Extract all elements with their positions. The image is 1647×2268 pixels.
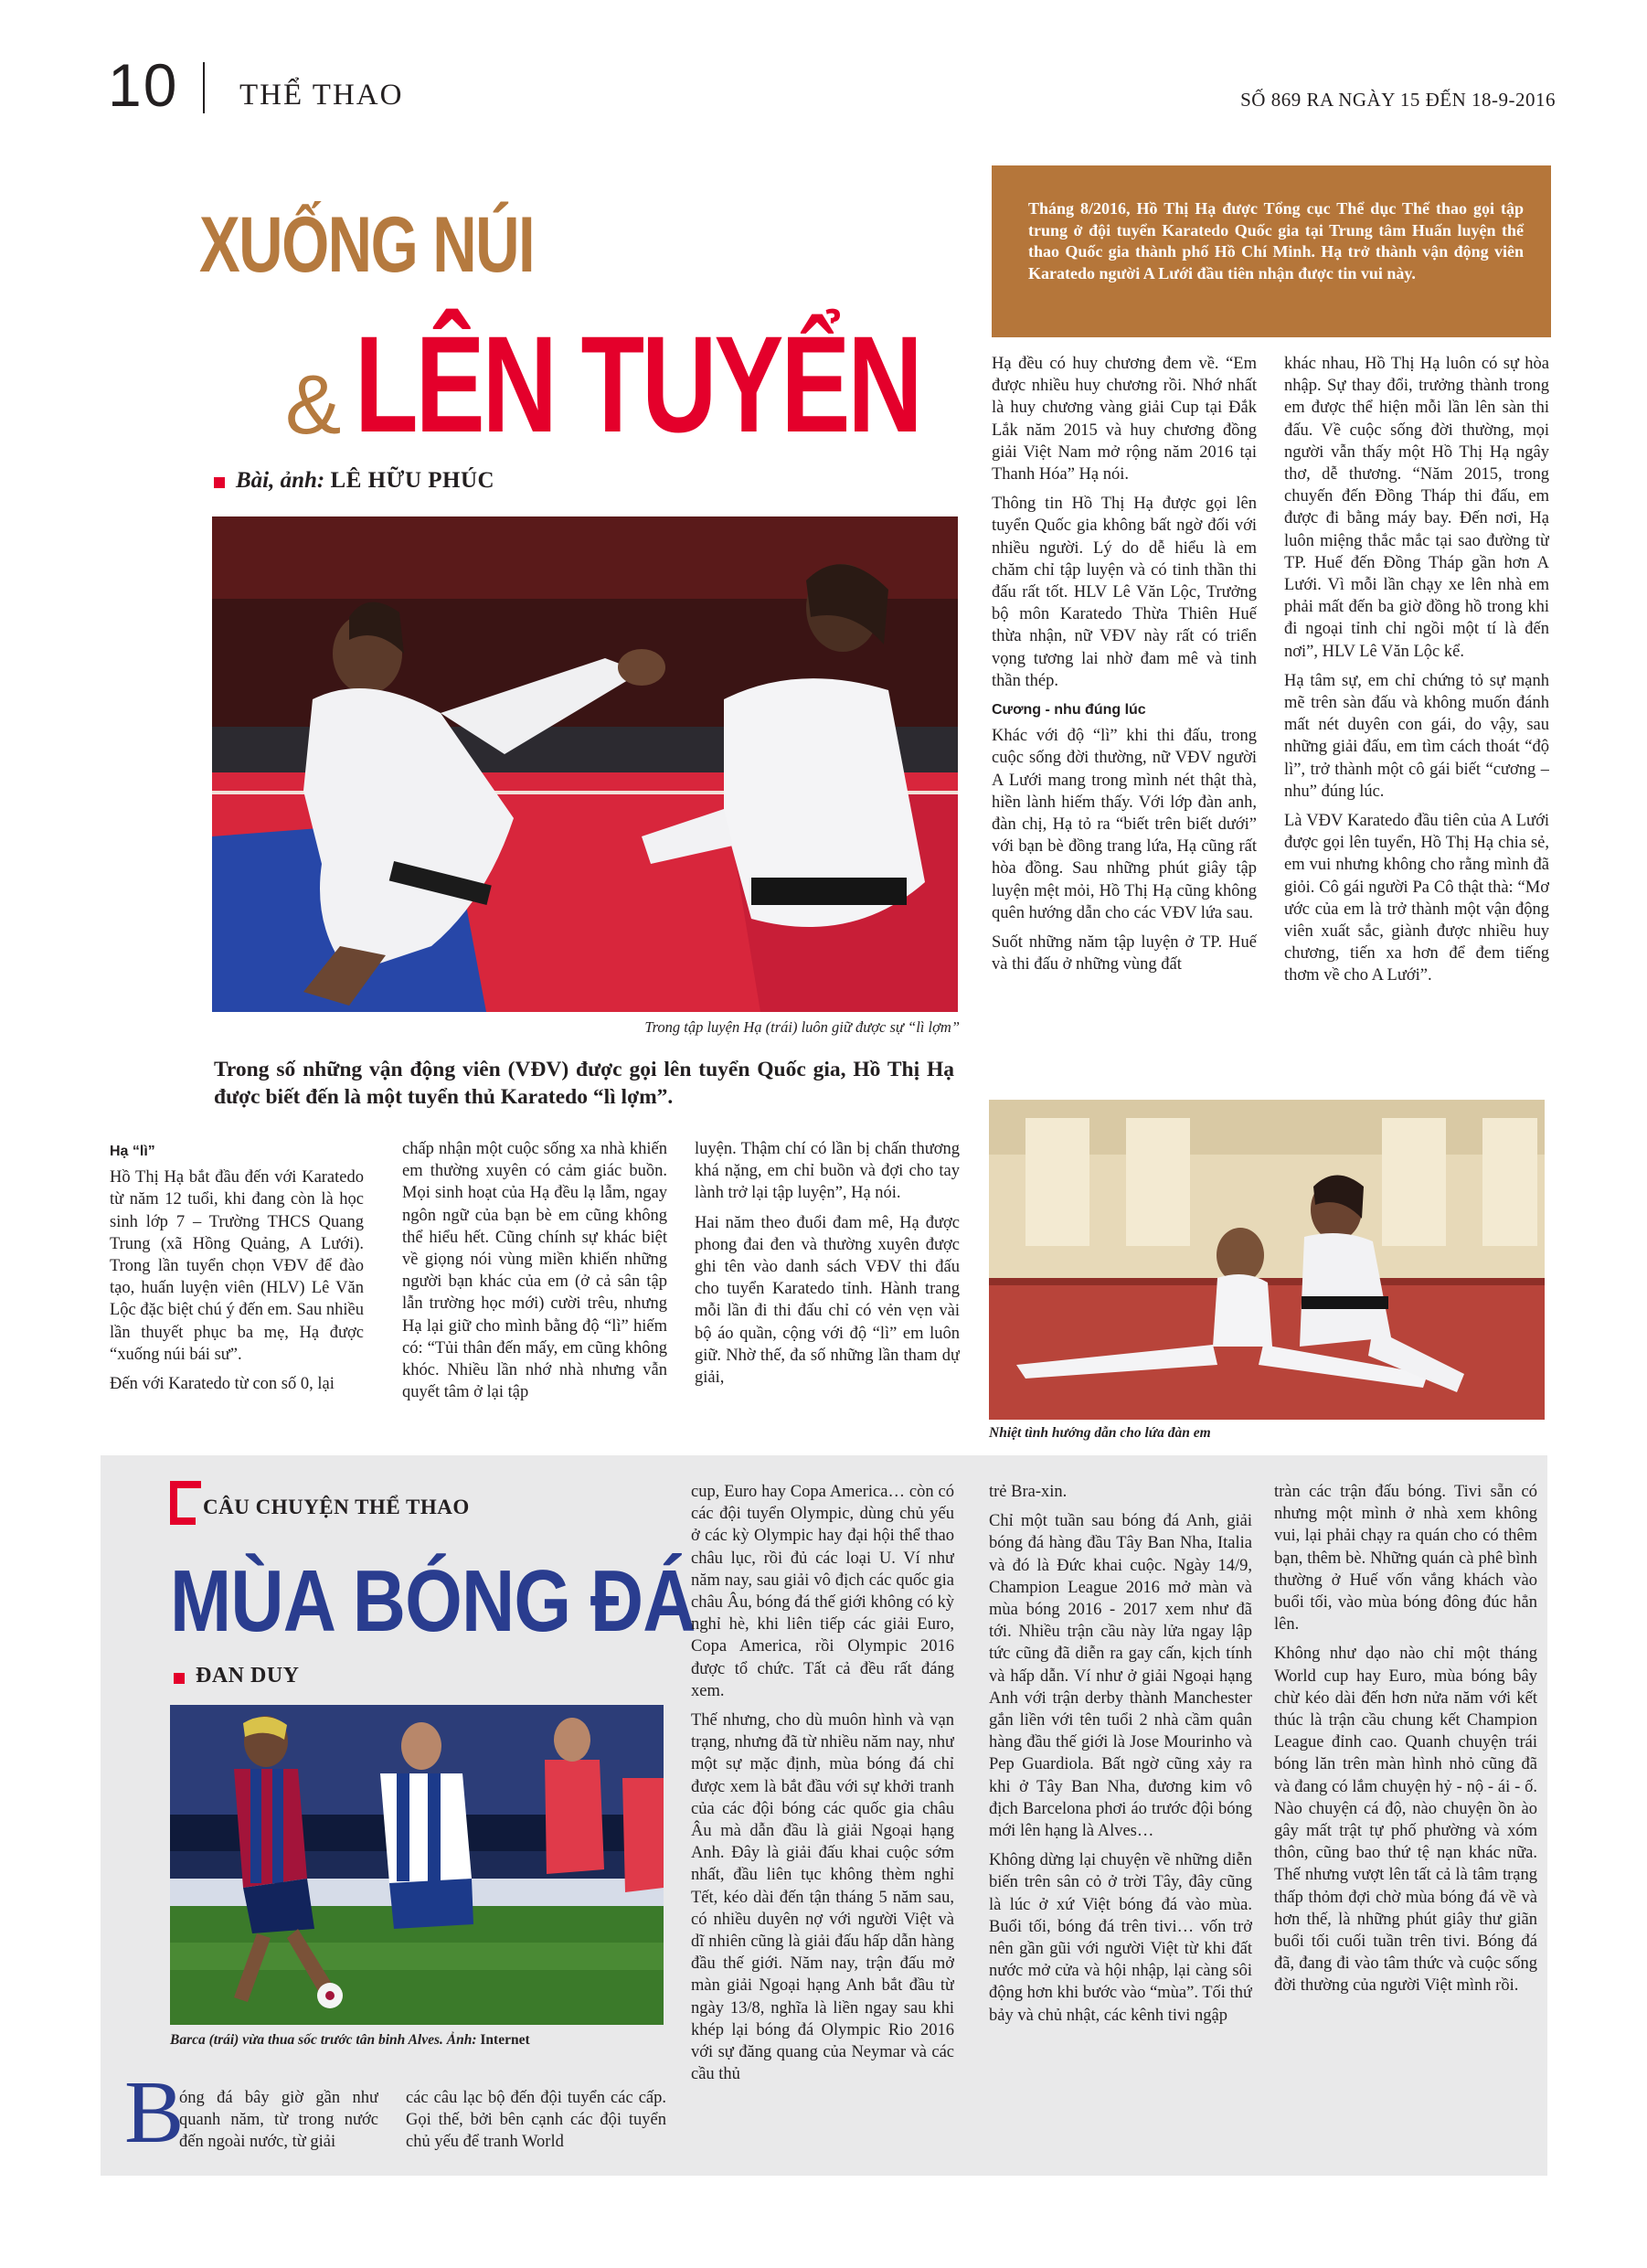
byline-bullet — [214, 477, 225, 488]
article1-title-line1: XUỐNG NÚI — [199, 201, 535, 289]
article2-kicker: CÂU CHUYỆN THỂ THAO — [203, 1496, 470, 1518]
photo1-caption: Trong tập luyện Hạ (trái) luôn giữ được sự “lì lợm” — [644, 1018, 960, 1036]
article2-col-a: óng đá bây giờ gần như quanh năm, từ trong nước đến ngoài nước, từ giải — [179, 2089, 378, 2152]
article1-title-line2: LÊN TUYỂN — [355, 307, 920, 461]
paragraph: cup, Euro hay Copa America… còn có các đội tuyển Olympic, dùng chủ yếu ở các kỳ Olympic hay đại hội thể thao châu lục, rồi đủ các loại U. Ví như năm nay, sau giải vô địch các quốc gia châu Âu, bóng đá thế giới không có kỳ nghỉ hè, khi liên tiếp các giải Euro, Copa America, rồi Olympic 2016 được tổ chức. Tất cả đều rất đáng xem. — [691, 1483, 954, 1700]
photo3-caption — [170, 2031, 682, 2050]
karate-photo-illustration — [212, 516, 958, 1012]
karate-photo — [212, 516, 958, 1012]
article1-lead: Trong số những vận động viên (VĐV) được gọi lên tuyển Quốc gia, Hồ Thị Hạ được biết đến là một tuyển thủ Karatedo “lì lợm”. — [214, 1058, 954, 1109]
article1-col-d — [992, 353, 1257, 1084]
paragraph: tràn các trận đấu bóng. Tivi sẵn có nhưng một mình ở nhà xem không vui, lại phải chạy ra quán cho có thêm bạn, thêm bè. Những quán cà phê bình thường ở Huế vốn vắng khách vào buổi tối, vào mùa bóng đông đúc hẳn lên. — [1274, 1483, 1537, 1634]
article2-byline: ĐAN DUY — [196, 1664, 300, 1688]
coaching-photo — [989, 1100, 1545, 1420]
photo3-credit: Internet — [480, 2032, 530, 2048]
paragraph: Khác với độ “lì” khi thi đấu, trong cuộc sống đời thường, nữ VĐV người A Lưới mang trong mình nét thật thà, hiền lành hiếm thấy. Với lớp đàn anh, đàn chị, Hạ tỏ ra “biết trên biết dưới” với bạn bè đồng trang lứa, Hạ cũng rất hòa đồng. Sau những phút giây tập luyện mệt mỏi, Hồ Thị Hạ cũng không quên hướng dẫn cho các VĐV lứa sau. — [992, 727, 1257, 922]
subhead-ha-li: Hạ “lì” — [110, 1144, 155, 1159]
issue-info: SỐ 869 RA NGÀY 15 ĐẾN 18-9-2016 — [1240, 89, 1556, 111]
photo2-caption: Nhiệt tình hướng dẫn cho lứa đàn em — [989, 1425, 1211, 1441]
dropcap: B — [124, 2063, 185, 2162]
article2-col-b: các câu lạc bộ đến đội tuyển các cấp. Gọi thế, bởi bên cạnh các đội tuyển chủ yếu để tranh World — [406, 2089, 666, 2152]
paragraph: luyện. Thậm chí có lần bị chấn thương khá nặng, em chỉ buồn và đợi cho tay lành trở lại tập luyện”, Hạ nói. — [695, 1140, 960, 1203]
article2-col-e — [1274, 1481, 1537, 2176]
paragraph: Chỉ một tuần sau bóng đá Anh, giải bóng đá hàng đầu Tây Ban Nha, Italia và đó là Đức khai cuộc. Ngày 14/9, Champion League 2016 mở màn và mùa bóng 2016 - 2017 xem như đã tới. Nhiều trận cầu này lửa ngay lập tức cũng đã diễn ra gay cấn, kịch tính và hấp dẫn. Ví như ở giải Ngoại hạng Anh với trận derby thành Manchester gắn liền với tên tuổi 2 nhà cầm quân hàng đầu thế giới là Jose Mourinho và Pep Guardiola. Bất ngờ cũng xảy ra khi ở Tây Ban Nha, đương kim vô địch Barcelona phơi áo trước đội bóng mới lên hạng là Alves… — [989, 1512, 1252, 1841]
page-number: 10 — [108, 51, 179, 119]
football-photo — [170, 1705, 664, 2025]
paragraph: trẻ Bra-xin. — [989, 1483, 1068, 1501]
paragraph: Hạ tâm sự, em chỉ chứng tỏ sự mạnh mẽ trên sàn đấu và không muốn đánh mất nét duyên con gái, do vậy, sau những giải đấu, em tìm cách thoát “độ lì”, trở thành một cô gái biết “cương – nhu” đúng lúc. — [1284, 671, 1549, 801]
intro-box — [992, 165, 1551, 337]
paragraph: Là VĐV Karatedo đầu tiên của A Lưới được gọi lên tuyển, Hồ Thị Hạ chia sẻ, em vui nhưng không cho rằng mình đã giỏi. Cô gái người Pa Cô thật thà: “Mơ ước của em là trở thành một vận động viên xuất sắc, giành được nhiều huy chương, tiến xa hơn để đem tiếng thơm về cho A Lưới”. — [1284, 812, 1549, 985]
article1-col-a — [110, 1141, 364, 1438]
article2-col-c — [691, 1481, 954, 2176]
paragraph: Hai năm theo đuổi đam mê, Hạ được phong đai đen và thường xuyên được ghi tên vào danh sách VĐV thi đấu cho tuyển Karatedo tỉnh. Hành trang mỗi lần đi thi đấu chỉ có vẻn vẹn vài bộ áo quần, cộng với độ “lì” em luôn giữ. Nhờ thế, đa số những lần tham dự giải, — [695, 1213, 960, 1388]
intro-text: Tháng 8/2016, Hồ Thị Hạ được Tổng cục Thể dục Thể thao gọi tập trung ở đội tuyển Karatedo Quốc gia tại Trung tâm Huấn luyện thể thao Quốc gia thành phố Hồ Chí Minh. Hạ trở thành vận động viên Karatedo người A Lưới đầu tiên nhận được tin vui này. — [1028, 199, 1524, 282]
byline-label: Bài, ảnh: — [236, 468, 325, 493]
paragraph: chấp nhận một cuộc sống xa nhà khiến em thường xuyên có cảm giác buồn. Mọi sinh hoạt của Hạ đều lạ lẫm, ngay ngôn ngữ của bạn bè em cũng không thể hiểu hết. Cũng chính sự khác biệt về giọng nói vùng miền khiến những người bạn khác của em (ở cả sân tập lẫn trường học mới) cười trêu, nhưng Hạ lại giữ cho mình bằng độ “lì” hiếm có: “Tủi thân đến mấy, em cũng không khóc. Nhiều lần nhớ nhà nhưng vẫn quyết tâm ở lại tập — [402, 1140, 667, 1402]
subhead-cuong-nhu: Cương - nhu đúng lúc — [992, 702, 1146, 719]
paragraph: Không như dạo nào chỉ một tháng World cup hay Euro, mùa bóng bây chừ kéo dài đến hơn nửa năm với kết thúc là trận cầu chung kết Champion League đỉnh cao. Quanh chuyện trái bóng lăn trên màn hình nhỏ cũng đã và đang có lắm chuyện hỷ - nộ - ái - ố. Nào chuyện cá độ, nào chuyện ồn ào gây mất trật tự phố phường và xóm thôn, cũng bao thứ tệ nạn khác nữa. Thế nhưng vượt lên tất cả là tâm trạng thấp thỏm đợi chờ mùa bóng đá về và hơn thế, là những phút giây thư giãn buổi tối cuối tuần trên tivi. Bóng đá đã, đang đi vào tâm thức và cuộc sống đời thường của người Việt mình rồi. — [1274, 1645, 1537, 1996]
header-divider — [203, 62, 205, 113]
byline-bullet-2 — [174, 1673, 185, 1684]
paragraph: khác nhau, Hồ Thị Hạ luôn có sự hòa nhập. Sự thay đổi, trưởng thành trong em được thể hiện mỗi lần lên sàn thi đấu. Về cuộc sống đời thường, mọi người vẫn thấy một Hồ Thị Hạ ngây thơ, dễ thương. “Năm 2015, trong chuyến đến Đồng Tháp thi đấu, em được đi bằng máy bay. Đến nơi, Hạ luôn miệng thắc mắc tại sao đường từ TP. Huế đến Đồng Tháp gần hơn A Lưới. Vì mỗi lần chạy xe lên nhà em phải mất đến ba giờ đồng hồ trong khi đi ngoại tỉnh chỉ ngồi một tí là đến nơi”, HLV Lê Văn Lộc kể. — [1284, 355, 1549, 661]
article1-title-amp: & — [285, 358, 342, 452]
paragraph: Thế nhưng, cho dù muôn hình và vạn trạng, nhưng đã từ nhiều năm nay, như một sự mặc định, mùa bóng đá chỉ được xem là bắt đầu với sự khởi tranh của các đội bóng các quốc gia châu Âu mà dẫn đầu là giải Ngoại hạng Anh. Đây là giải đấu khai cuộc sớm nhất, đầu liên tục không thèm nghỉ Tết, kéo dài đến tận tháng 5 năm sau, có nhiều duyên nợ với người Việt và dĩ nhiên cũng là giải đấu hấp dẫn hàng đầu thế giới. Năm nay, trận đấu mở màn giải Ngoại hạng Anh bắt đầu từ ngày 13/8, nghĩa là liền ngay sau khi khép lại bóng đá Olympic Rio 2016 với sự đăng quang của Neymar và các cầu thủ — [691, 1711, 954, 2084]
article1-col-c — [695, 1138, 960, 1440]
paragraph: Không dừng lại chuyện về những diễn biến trên sân cỏ ở trời Tây, đây cũng là lúc ở xứ Việt bóng đá vào mùa. Buổi tối, bóng đá trên tivi… vốn trở nên gần gũi với người Việt từ khi đất nước mở cửa và hội nhập, lại càng sôi động hơn khi bước vào “mùa”. Tối thứ bảy và chủ nhật, các kênh tivi ngập — [989, 1851, 1252, 2025]
football-photo-illustration — [170, 1705, 664, 2025]
paragraph: Đến với Karatedo từ con số 0, lại — [110, 1375, 335, 1394]
photo3-caption-text: Barca (trái) vừa thua sốc trước tân binh Alves. Ảnh: — [170, 2032, 477, 2048]
paragraph: Hồ Thị Hạ bắt đầu đến với Karatedo từ năm 12 tuổi, khi đang còn là học sinh lớp 7 – Trường THCS Quang Trung (xã Hồng Quảng, A Lưới). Trong lần tuyển chọn VĐV để đào tạo, huấn luyện viên (HLV) Lê Văn Lộc đặc biệt chú ý đến em. Sau nhiều lần thuyết phục ba mẹ, Hạ được “xuống núi bái sư”. — [110, 1168, 364, 1364]
byline-author: LÊ HỮU PHÚC — [330, 468, 495, 493]
paragraph: Suốt những năm tập luyện ở TP. Huế và thi đấu ở những vùng đất — [992, 933, 1257, 974]
article1-byline — [236, 468, 494, 494]
paragraph: Thông tin Hồ Thị Hạ được gọi lên tuyển Quốc gia không bất ngờ đối với nhiều người. Lý do dễ hiểu là em chăm chỉ tập luyện và có tinh thần thi đấu rất tốt. HLV Lê Văn Lộc, Trưởng bộ môn Karatedo Thừa Thiên Huế thừa nhận, nữ VĐV này rất có triển vọng tương lai nhờ đam mê và tinh thần thép. — [992, 495, 1257, 690]
article2-title: MÙA BÓNG ĐÁ — [170, 1552, 696, 1650]
paragraph: Hạ đều có huy chương đem về. “Em được nhiều huy chương rồi. Nhớ nhất là huy chương vàng giải Cup tại Đắk Lắk năm 2015 và huy chương đồng giải Việt Nam mở rộng năm 2016 tại Thanh Hóa” Hạ nói. — [992, 355, 1257, 484]
article1-col-b — [402, 1138, 667, 1440]
section-name: THỂ THAO — [239, 79, 404, 112]
coaching-photo-illustration — [989, 1100, 1545, 1420]
article1-col-e — [1284, 353, 1549, 1084]
article2-col-d — [989, 1481, 1252, 2176]
kicker-bracket-bottom-icon — [170, 1517, 196, 1525]
